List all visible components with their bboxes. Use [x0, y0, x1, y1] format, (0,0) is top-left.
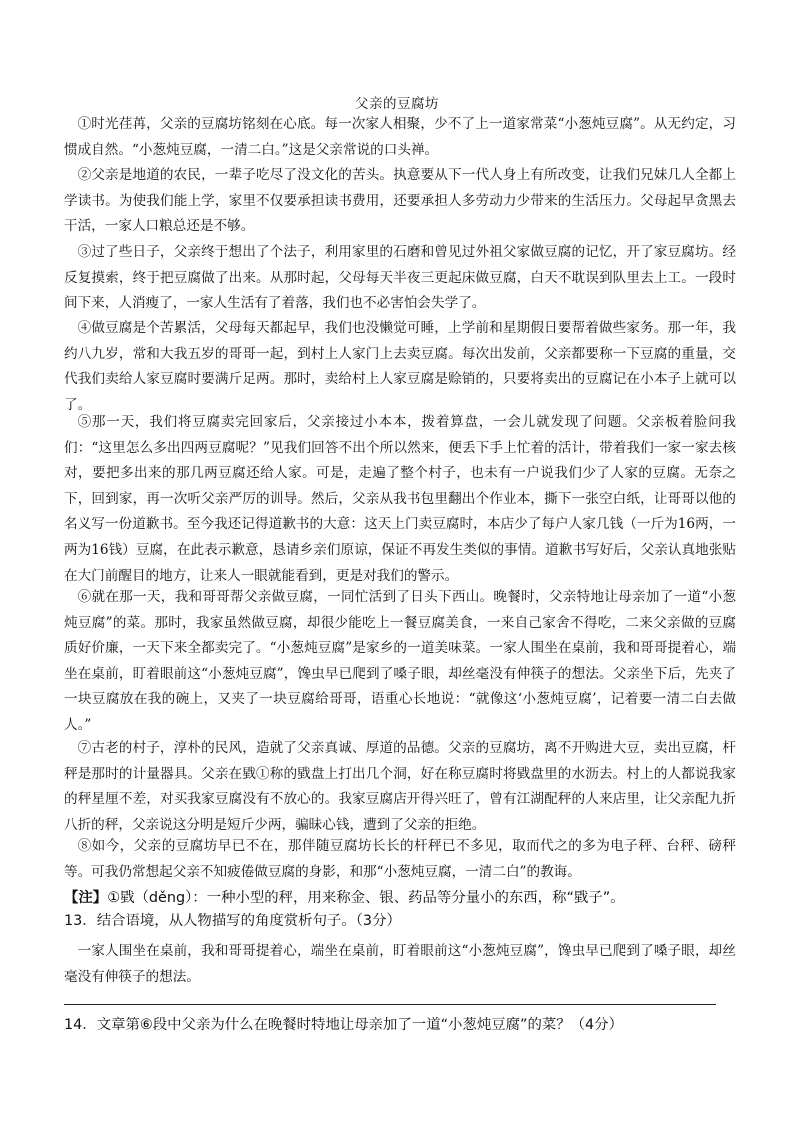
question-13: 13．结合语境，从人物描写的角度赏析句子。（3分）: [64, 913, 401, 929]
footnote: [64, 887, 744, 909]
footnote-text: ①戥（děng）：一种小型的秤，用来称金、银、药品等分量小的东西，称“戥子”。: [107, 890, 625, 906]
article-title: 父亲的豆腐坊: [355, 96, 439, 112]
paragraph-6: ⑥就在那一天，我和哥哥帮父亲做豆腐，一同忙活到了日头下西山。晚餐时，父亲特地让母亲加了一道“小葱炖豆腐”的菜。那时，我家虽然做豆腐，却很少能吃上一餐豆腐美食，一来自己家舍不得吃，二来父亲做的豆腐质好价廉，一天下来全都卖完了。“小葱炖豆腐”是家乡的一道美味菜。一家人围坐在桌前，我和哥哥提着心，端坐在桌前，盯着眼前这“小葱炖豆腐”，馋虫早已爬到了嗓子眼，却丝毫没有伸筷子的想法。父亲坐下后，先夹了一块豆腐放在我的碗上，又夹了一块豆腐给哥哥，语重心长地说：“就像这‘小葱炖豆腐’，记着要一清二白去做人。”: [64, 589, 736, 733]
answer-line: [64, 1004, 716, 1005]
paragraph-7: ⑦古老的村子，淳朴的民风，造就了父亲真诚、厚道的品德。父亲的豆腐坊，离不开购进大豆，卖出豆腐，杆秤是那时的计量器具。父亲在戥①称的戥盘上打出几个洞，好在称豆腐时将戥盘里的水沥去。村上的人都说我家的秤星厘不差，对买我家豆腐没有不放心的。我家豆腐店开得兴旺了，曾有江湖配秤的人来店里，让父亲配九折八折的秤，父亲说这分明是短斤少两，骗昧心钱，遭到了父亲的拒绝。: [64, 740, 736, 833]
paragraph-3: ③过了些日子，父亲终于想出了个法子，利用家里的石磨和曾见过外祖父家做豆腐的记忆，开了家豆腐坊。经反复摸索，终于把豆腐做了出来。从那时起，父母每天半夜三更起床做豆腐，白天不耽误到队里去上工。一段时间下来，人消瘦了，一家人生活有了着落，我们也不必害怕会失学了。: [64, 244, 736, 312]
paragraph-1: ①时光荏苒，父亲的豆腐坊铭刻在心底。每一次家人相聚，少不了上一道家常菜“小葱炖豆腐”。从无约定，习惯成自然。“小葱炖豆腐，一清二白。”这是父亲常说的口头禅。: [64, 116, 736, 158]
question-14: 14．文章第⑥段中父亲为什么在晚餐时特地让母亲加了一道“小葱炖豆腐”的菜？（4分）: [64, 1017, 623, 1033]
paragraph-2: ②父亲是地道的农民，一辈子吃尽了没文化的苦头。执意要从下一代人身上有所改变，让我们兄妹几人全都上学读书。为使我们能上学，家里不仅要承担读书费用，还要承担人多劳动力少带来的生活压力。父母起早贪黑去干活，一家人口粮总还是不够。: [64, 167, 736, 235]
paragraph-5: ⑤那一天，我们将豆腐卖完回家后，父亲接过小本本，拨着算盘，一会儿就发现了问题。父亲板着脸问我们：“这里怎么多出四两豆腐呢？”见我们回答不出个所以然来，便丢下手上忙着的活计，带着我们一家一家去核对，要把多出来的那几两豆腐还给人家。可是，走遍了整个村子，也未有一户说我们少了人家的豆腐。无奈之下，回到家，再一次听父亲严厉的训导。然后，父亲从我书包里翻出个作业本，撕下一张空白纸，让哥哥以他的名义写一份道歉书。至今我还记得道歉书的大意：这天上门卖豆腐时，本店少了每户人家几钱（一斤为16两，一两为16钱）豆腐，在此表示歉意，恳请乡亲们原谅，保证不再发生类似的事情。道歉书写好后，父亲认真地张贴在大门前醒目的地方，让来人一眼就能看到，更是对我们的警示。: [64, 414, 736, 584]
paragraph-8: ⑧如今，父亲的豆腐坊早已不在，那伴随豆腐坊长长的杆秤已不多见，取而代之的多为电子秤、台秤、磅秤等。可我仍常想起父亲不知疲倦做豆腐的身影，和那“小葱炖豆腐，一清二白”的教诲。: [64, 838, 736, 880]
question-13-quote: 一家人围坐在桌前，我和哥哥提着心，端坐在桌前，盯着眼前这“小葱炖豆腐”，馋虫早已爬到了嗓子眼，却丝毫没有伸筷子的想法。: [64, 943, 736, 985]
paragraph-4: ④做豆腐是个苦累活，父母每天都起早，我们也没懒觉可睡，上学前和星期假日要帮着做些家务。那一年，我约八九岁，常和大我五岁的哥哥一起，到村上人家门上去卖豆腐。每次出发前，父亲都要称一下豆腐的重量，交代我们卖给人家豆腐时要满斤足两。那时，卖给村上人家豆腐是赊销的，只要将卖出的豆腐记在小本子上就可以了。: [64, 320, 736, 413]
footnote-label: 【注】: [64, 890, 108, 906]
